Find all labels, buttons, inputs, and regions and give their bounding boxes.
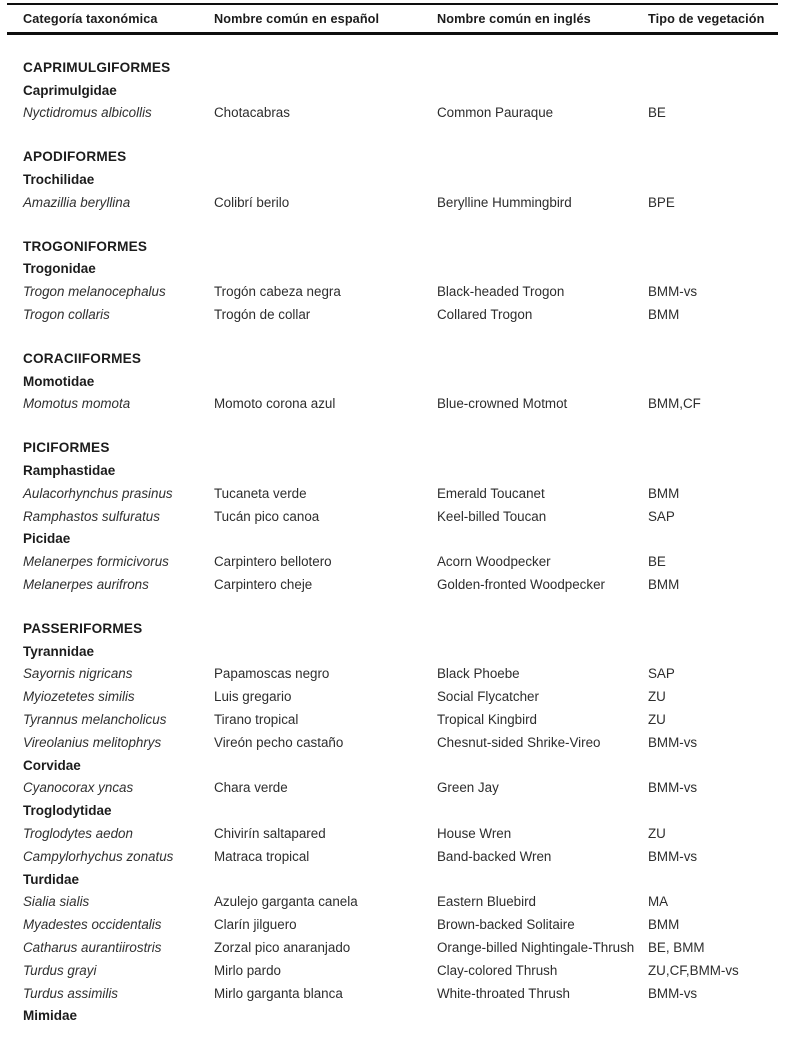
family-row xyxy=(7,79,778,102)
spanish-name-cell: Tucán pico canoa xyxy=(214,508,320,524)
spanish-name-cell: Chotacabras xyxy=(214,105,290,121)
species-row xyxy=(7,708,778,731)
scientific-name-cell: Myadestes occidentalis xyxy=(23,917,162,933)
family-name-cell: Trogonidae xyxy=(23,261,96,277)
column-header-english-common-name: Nombre común en inglés xyxy=(437,11,591,26)
scientific-name-cell: Trogon collaris xyxy=(23,307,110,323)
english-name-cell: Acorn Woodpecker xyxy=(437,554,551,570)
vegetation-type-cell: ZU xyxy=(648,826,666,841)
english-name-cell: Social Flycatcher xyxy=(437,689,539,705)
species-row xyxy=(7,891,778,914)
vegetation-type-cell: BMM xyxy=(648,917,680,933)
english-name-cell: Tropical Kingbird xyxy=(437,712,537,728)
scientific-name-cell: Campylorhychus zonatus xyxy=(23,848,174,864)
vegetation-type-cell: SAP xyxy=(648,666,675,682)
order-name-cell: CAPRIMULGIFORMES xyxy=(23,59,171,75)
column-header-spanish-common-name: Nombre común en español xyxy=(214,11,380,26)
family-name-cell: Ramphastidae xyxy=(23,463,116,479)
species-row xyxy=(7,913,778,936)
species-row xyxy=(7,550,778,573)
vegetation-type-cell: BE xyxy=(648,554,666,570)
vegetation-type-cell: BMM,CF xyxy=(648,396,701,412)
family-row xyxy=(7,168,778,191)
vegetation-type-cell: ZU xyxy=(648,712,666,728)
family-name-cell: Turdidae xyxy=(23,871,80,887)
family-row xyxy=(7,799,778,822)
family-row xyxy=(7,868,778,891)
spanish-name-cell: Trogón de collar xyxy=(214,307,311,323)
spanish-name-cell: Mirlo garganta blanca xyxy=(214,985,343,1001)
english-name-cell: Collared Trogon xyxy=(437,307,533,323)
order-name-cell: PASSERIFORMES xyxy=(23,620,143,636)
spanish-name-cell: Zorzal pico anaranjado xyxy=(214,939,351,955)
scientific-name-cell: Sayornis nigricans xyxy=(23,666,133,682)
spanish-name-cell: Vireón pecho castaño xyxy=(214,734,344,750)
scientific-name-cell: Melanerpes formicivorus xyxy=(23,554,169,570)
family-name-cell: Corvidae xyxy=(23,757,81,773)
scientific-name-cell: Myiozetetes similis xyxy=(23,689,135,705)
scientific-name-cell: Catharus aurantiirostris xyxy=(23,939,162,955)
species-row xyxy=(7,303,778,326)
species-row xyxy=(7,191,778,214)
order-name-cell: PICIFORMES xyxy=(23,440,110,456)
family-row xyxy=(7,528,778,551)
english-name-cell: Blue-crowned Motmot xyxy=(437,396,568,412)
scientific-name-cell: Melanerpes aurifrons xyxy=(23,577,149,593)
spanish-name-cell: Clarín jilguero xyxy=(214,917,297,933)
vegetation-type-cell: BMM-vs xyxy=(648,848,698,864)
english-name-cell: Keel-billed Toucan xyxy=(437,508,547,524)
vegetation-type-cell: BMM-vs xyxy=(648,284,698,300)
scientific-name-cell: Nyctidromus albicollis xyxy=(23,105,152,121)
english-name-cell: Orange-billed Nightingale-Thrush xyxy=(437,939,635,955)
english-name-cell: Black Phoebe xyxy=(437,666,520,682)
vegetation-type-cell: ZU,CF,BMM-vs xyxy=(648,962,739,978)
order-row xyxy=(7,56,778,79)
species-row xyxy=(7,822,778,845)
vegetation-type-cell: BMM xyxy=(648,485,680,501)
vegetation-type-cell: BE xyxy=(648,105,666,121)
spanish-name-cell: Trogón cabeza negra xyxy=(214,284,341,300)
column-header-vegetation-type: Tipo de vegetación xyxy=(648,11,765,26)
spanish-name-cell: Carpintero cheje xyxy=(214,577,313,593)
scientific-name-cell: Trogon melanocephalus xyxy=(23,284,166,300)
spanish-name-cell: Luis gregario xyxy=(214,689,292,705)
family-row xyxy=(7,640,778,663)
family-name-cell: Picidae xyxy=(23,531,71,547)
family-name-cell: Mimidae xyxy=(23,1008,78,1024)
species-row xyxy=(7,731,778,754)
family-name-cell: Momotidae xyxy=(23,373,95,389)
species-row xyxy=(7,102,778,125)
scientific-name-cell: Cyanocorax yncas xyxy=(23,780,134,796)
english-name-cell: Band-backed Wren xyxy=(437,848,552,864)
family-row xyxy=(7,370,778,393)
english-name-cell: Golden-fronted Woodpecker xyxy=(437,577,605,593)
vegetation-type-cell: BMM-vs xyxy=(648,734,698,750)
species-row xyxy=(7,280,778,303)
spanish-name-cell: Azulejo garganta canela xyxy=(214,894,358,910)
table-body xyxy=(7,56,778,1027)
english-name-cell: Green Jay xyxy=(437,780,499,796)
family-row xyxy=(7,1004,778,1027)
species-row xyxy=(7,982,778,1005)
english-name-cell: Chesnut-sided Shrike-Vireo xyxy=(437,734,601,750)
english-name-cell: White-throated Thrush xyxy=(437,985,570,1001)
spanish-name-cell: Chara verde xyxy=(214,780,288,796)
order-name-cell: APODIFORMES xyxy=(23,149,127,165)
scientific-name-cell: Tyrannus melancholicus xyxy=(23,712,167,728)
scientific-name-cell: Ramphastos sulfuratus xyxy=(23,508,160,524)
english-name-cell: House Wren xyxy=(437,826,512,841)
order-row xyxy=(7,436,778,459)
spanish-name-cell: Papamoscas negro xyxy=(214,666,330,682)
vegetation-type-cell: BPE xyxy=(648,194,675,210)
species-row xyxy=(7,482,778,505)
species-table xyxy=(7,3,778,1027)
spanish-name-cell: Momoto corona azul xyxy=(214,396,336,412)
scientific-name-cell: Aulacorhynchus prasinus xyxy=(23,485,173,501)
english-name-cell: Brown-backed Solitaire xyxy=(437,917,575,933)
species-row xyxy=(7,845,778,868)
vegetation-type-cell: BMM xyxy=(648,577,680,593)
species-row xyxy=(7,777,778,800)
scientific-name-cell: Amazillia beryllina xyxy=(23,194,131,210)
scientific-name-cell: Turdus assimilis xyxy=(23,985,118,1001)
scientific-name-cell: Vireolanius melitophrys xyxy=(23,734,162,750)
column-header-taxonomic-category: Categoría taxonómica xyxy=(23,11,158,26)
spanish-name-cell: Chivirín saltapared xyxy=(214,826,326,841)
order-name-cell: TROGONIFORMES xyxy=(23,238,148,254)
family-name-cell: Troglodytidae xyxy=(23,803,112,819)
vegetation-type-cell: BE, BMM xyxy=(648,939,705,955)
english-name-cell: Common Pauraque xyxy=(437,105,554,121)
english-name-cell: Emerald Toucanet xyxy=(437,485,545,501)
species-row xyxy=(7,505,778,528)
species-row xyxy=(7,393,778,416)
vegetation-type-cell: MA xyxy=(648,894,669,910)
order-row xyxy=(7,145,778,168)
spanish-name-cell: Mirlo pardo xyxy=(214,962,281,978)
english-name-cell: Black-headed Trogon xyxy=(437,284,565,300)
spanish-name-cell: Colibrí berilo xyxy=(214,194,290,210)
species-row xyxy=(7,663,778,686)
vegetation-type-cell: ZU xyxy=(648,689,666,705)
order-row xyxy=(7,617,778,640)
english-name-cell: Eastern Bluebird xyxy=(437,894,536,910)
spanish-name-cell: Matraca tropical xyxy=(214,848,310,864)
family-row xyxy=(7,258,778,281)
scientific-name-cell: Turdus grayi xyxy=(23,962,97,978)
species-row xyxy=(7,685,778,708)
scientific-name-cell: Sialia sialis xyxy=(23,894,90,910)
vegetation-type-cell: BMM xyxy=(648,307,680,323)
scientific-name-cell: Troglodytes aedon xyxy=(23,826,133,841)
family-name-cell: Trochilidae xyxy=(23,172,95,188)
english-name-cell: Clay-colored Thrush xyxy=(437,962,558,978)
spanish-name-cell: Tucaneta verde xyxy=(214,485,307,501)
order-row xyxy=(7,347,778,370)
family-name-cell: Caprimulgidae xyxy=(23,82,117,98)
species-row xyxy=(7,959,778,982)
spanish-name-cell: Carpintero bellotero xyxy=(214,554,332,570)
family-name-cell: Tyrannidae xyxy=(23,643,95,659)
english-name-cell: Berylline Hummingbird xyxy=(437,194,572,210)
family-row xyxy=(7,754,778,777)
vegetation-type-cell: BMM-vs xyxy=(648,780,698,796)
family-row xyxy=(7,459,778,482)
species-row xyxy=(7,573,778,596)
table-header-row xyxy=(7,5,778,32)
vegetation-type-cell: SAP xyxy=(648,508,675,524)
table-header-rule xyxy=(7,32,778,35)
vegetation-type-cell: BMM-vs xyxy=(648,985,698,1001)
scientific-name-cell: Momotus momota xyxy=(23,396,131,412)
species-row xyxy=(7,936,778,959)
order-row xyxy=(7,235,778,258)
spanish-name-cell: Tirano tropical xyxy=(214,712,299,728)
order-name-cell: CORACIIFORMES xyxy=(23,350,142,366)
